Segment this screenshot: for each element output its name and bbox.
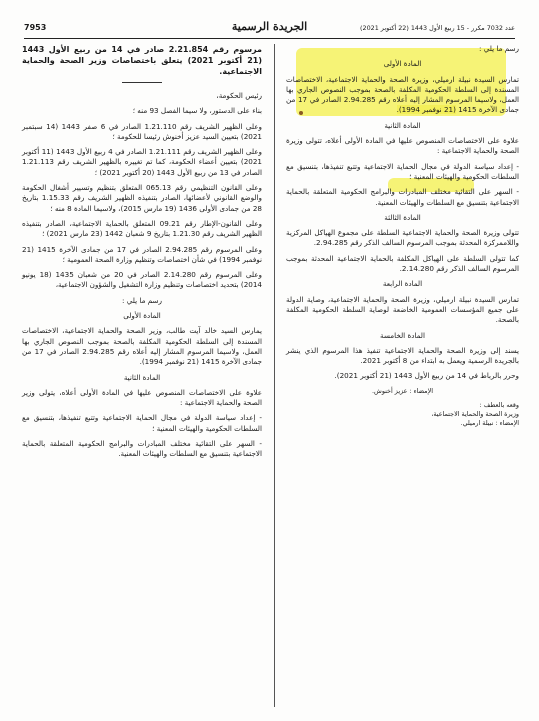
signature-minister: الإمضاء : نبيلة ارميلي. (460, 418, 519, 427)
article-title: المادة الثانية (384, 120, 421, 130)
article-title: المادة الأولى (383, 59, 422, 69)
preamble-paragraph: وعلى المرسوم رقم 2.14.280 الصادر في 20 من شعبان 1435 (18 يونيو 2014) بتحديد اختصاصات وتنظيم وزارة التشغيل والشؤون الاجتماعية، (22, 270, 263, 290)
header-rule (24, 38, 515, 39)
article-text: تمارس السيدة نبيلة ارميلي، وزيرة الصحة والحماية الاجتماعية، وصاية الدولة على جميع المؤسسات العمومية الخاضعة لوصاية السلطة الحكومية المكلفة بالصحة. (286, 294, 519, 325)
gazette-title: الجريدة الرسمية (231, 20, 308, 33)
countersign-role: وزيرة الصحة والحماية الاجتماعية، (431, 409, 519, 418)
article-title: المادة الثانية (123, 372, 161, 382)
article-text-part: تمارس السيدة نبيلة ارميلي، وزيرة الصحة والحماية الاجتماعية، الاختصاصات المسندة إلى السلطة الحكومية المكلفة بالصحة بموجب النصوص الجاري بها العمل، ولاسيما المرسوم المشار إليه أعلاه رقم 2.94.285 الصادر في 17 من جمادى الآخرة 1415 (286, 74, 520, 115)
article-title: المادة الخامسة (380, 330, 425, 340)
preamble-paragraph: وعلى القانون-الإطار رقم 09.21 المتعلق بالحماية الاجتماعية، الصادر بتنفيذه الظهير الشريف رقم 1.21.30 بتاريخ 9 شعبان 1442 (23 مارس 2021) ؛ (22, 218, 262, 239)
right-column (286, 44, 519, 713)
title-divider (122, 82, 162, 83)
page-number: 7953 (24, 23, 47, 32)
countersign-label: وقعه بالعطف : (479, 400, 519, 409)
article-text: يمارس السيد خالد آيت طالب، وزير الصحة والحماية الاجتماعية، الاختصاصات المسندة إلى السلطة الحكومية المكلفة بالصحة بموجب النصوص الجاري بها العمل، ولاسيما المرسوم المشار إليه أعلاه رقم 2.94.285 الصادر في 17 من جمادى الآخرة 1415 (21 نوفمبر 1994). (22, 326, 262, 367)
decides-heading: رسم ما يلي : (122, 295, 162, 305)
preamble-paragraph: وعلى الظهير الشريف رقم 1.21.110 الصادر في 6 صفر 1443 (14 سبتمبر 2021) بتعيين السيد عزيز أخنوش رئيسا للحكومة ؛ (22, 121, 262, 141)
column-divider (274, 44, 275, 707)
article-list-item: - السهر على التقائية مختلف المبادرات والبرامج الحكومية المتعلقة بالحماية الاجتماعية بتنسيق مع السلطات والهيئات المعنية. (22, 439, 262, 459)
article-title: المادة الثالثة (384, 212, 421, 222)
article-title: المادة الرابعة (382, 279, 423, 289)
issue-info: عدد 7032 مكرر - 15 ربيع الأول 1443 (22 أكتوبر 2021) (360, 24, 515, 32)
preamble-paragraph: بناء على الدستور، ولا سيما الفصل 93 منه ؛ (132, 106, 262, 116)
preamble-paragraph: وعلى المرسوم رقم 2.94.285 الصادر في 17 من جمادى الآخرة 1415 (21 نوفمبر 1994) في شأن اختصاصات وتنظيم وزارة الصحة العمومية ؛ (22, 244, 263, 264)
decides-heading: رسم ما يلي : (479, 44, 519, 53)
article-list-item: - إعداد سياسة الدولة في مجال الحماية الاجتماعية وتتبع تنفيذها، بتنسيق مع السلطات الحكومية والهيئات المعنية ؛ (286, 161, 519, 181)
article-text: كما تتولى السلطة على الهياكل المكلفة بالحماية الاجتماعية المحدثة بموجب المرسوم السالف الذكر رقم 2.14.280. (286, 253, 519, 274)
preamble-paragraph: وعلى القانون التنظيمي رقم 065.13 المتعلق بتنظيم وتسيير أشغال الحكومة والوضع القانوني لأعضائها، الصادر بتنفيذه الظهير الشريف رقم 1.15.33 بتاريخ 28 من جمادى الأولى 1436 (19 مارس 2015)، ولاسيما المادة 8 منه ؛ (22, 183, 262, 213)
article-list-item: - إعداد سياسة الدولة في مجال الحماية الاجتماعية وتتبع تنفيذها، بتنسيق مع السلطات الحكومية والهيئات المعنية ؛ (22, 413, 262, 433)
article-text: تتولى وزيرة الصحة والحماية الاجتماعية السلطة على مجموع الهياكل المركزية واللاممركزة المحدثة بموجب المرسوم السالف الذكر رقم 2.94.285. (286, 228, 519, 248)
article-list-item: - السهر على التقائية مختلف المبادرات والبرامج الحكومية المتعلقة بالحماية الاجتماعية بتنسيق مع السلطات والهيئات المعنية. (286, 187, 519, 207)
article-text (286, 75, 519, 116)
signature-prime-minister: الإمضاء : عزيز أخنوش. (371, 386, 434, 395)
left-column (22, 44, 262, 713)
article-text: علاوة على الاختصاصات المنصوص عليها في المادة الأولى أعلاه، تتولى وزيرة الصحة والحماية الاجتماعية : (286, 136, 519, 156)
decree-title: مرسوم رقم 2.21.854 صادر في 14 من ربيع الأول 1443 (21 أكتوبر 2021) يتعلق باختصاصات وزير الصحة والحماية الاجتماعية. (22, 45, 262, 76)
page-header (24, 20, 515, 38)
preamble-authority: رئيس الحكومة، (216, 91, 262, 100)
done-at: وحرر بالرباط في 14 من ربيع الأول 1443 (21 أكتوبر 2021). (334, 371, 519, 381)
preamble-paragraph: وعلى الظهير الشريف رقم 1.21.111 الصادر في 4 ربيع الأول 1443 (11 أكتوبر 2021) بتعيين أعضاء الحكومة، كما تم تغييره بالظهير الشريف رقم 1.21.113 الصادر في 13 من ربيع الأول 1443 (20 أكتوبر 2021) ؛ (22, 147, 262, 177)
article-text: يسند إلى وزيرة الصحة والحماية الاجتماعية تنفيذ هذا المرسوم الذي ينشر بالجريدة الرسمية ويعمل به ابتداء من 8 أكتوبر 2021. (286, 345, 519, 366)
article-text: علاوة على الاختصاصات المنصوص عليها في المادة الأولى أعلاه، يتولى وزير الصحة والحماية الاجتماعية : (22, 387, 262, 408)
article-title: المادة الأولى (123, 311, 161, 321)
highlighted-date: (21 نوفمبر 1994). (396, 105, 456, 115)
